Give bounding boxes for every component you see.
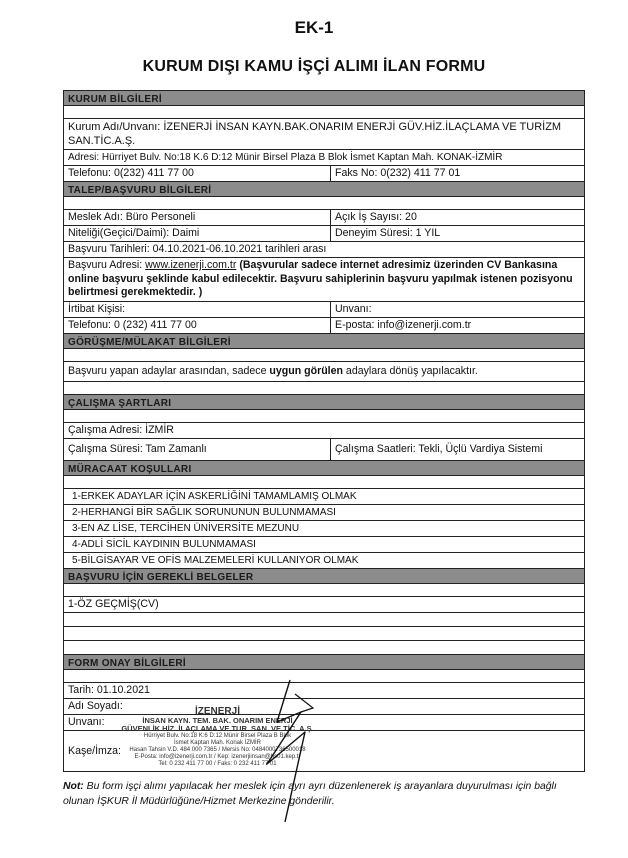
- application-address-label: Başvuru Adresi:: [68, 259, 146, 271]
- document-item: 1-ÖZ GEÇMİŞ(CV): [64, 597, 584, 613]
- section-heading-onay: FORM ONAY BİLGİLERİ: [64, 655, 584, 669]
- interview-info: Başvuru yapan adaylar arasından, sadece uygun görülen adaylara dönüş yapılacaktır.: [68, 364, 478, 377]
- work-address: Çalışma Adresi: İZMİR: [68, 423, 174, 436]
- institution-address: Adresi: Hürriyet Bulv. No:18 K.6 D:12 Münir Birsel Plaza B Blok İsmet Kaptan Mah. KONAK-İZMİR: [68, 152, 503, 163]
- employment-nature: Niteliği(Geçici/Daimi): Daimi: [68, 227, 200, 239]
- contact-title: Unvanı:: [330, 302, 584, 317]
- approval-stamp-signature: Kaşe/İmza:: [68, 744, 121, 757]
- application-dates: Başvuru Tarihleri: 04.10.2021-06.10.2021 tarihleri arası: [68, 243, 327, 255]
- profession-name: Meslek Adı: Büro Personeli: [68, 211, 196, 223]
- section-heading-kurum: KURUM BİLGİLERİ: [64, 91, 584, 105]
- condition-item: 5-BİLGİSAYAR VE OFİS MALZEMELERİ KULLANIYOR OLMAK: [64, 553, 584, 569]
- section-heading-calisma: ÇALIŞMA ŞARTLARI: [64, 395, 584, 409]
- experience-duration: Deneyim Süresi: 1 YIL: [330, 226, 584, 241]
- condition-item: 1-ERKEK ADAYLAR İÇİN ASKERLİĞİNİ TAMAMLAMIŞ OLMAK: [64, 489, 584, 505]
- contact-email: E-posta: info@izenerji.com.tr: [330, 318, 584, 333]
- open-positions: Açık İş Sayısı: 20: [330, 210, 584, 225]
- application-website-link[interactable]: www.izenerji.com.tr: [145, 259, 237, 271]
- approval-name: Adı Soyadı:: [68, 699, 123, 712]
- section-heading-muracaat: MÜRACAAT KOŞULLARI: [64, 461, 584, 475]
- application-address: [64, 258, 584, 301]
- work-hours: Çalışma Saatleri: Tekli, Üçlü Vardiya Sistemi: [330, 439, 584, 460]
- company-stamp: İZENERJİ İNSAN KAYN. TEM. BAK. ONARIM ENERJİ GÜVENLİK HİZ. İLAÇLAMA VE TUR. SAN. VE TİC. A.Ş. Hürriyet Bulv. No:18 K:6 D:12 Münir Birsel Plaza B Blok İsmet Kaptan Mah. Konak İZMİR Hasan Tahsin V.D. 484 000 7365 / Mersis No: 0484000736500018 E-Posta: info@izenerji.com.tr / Kep: izenerjiinsan@hs01.kep.tr Tel: 0 232 411 77 00 / Faks: 0 232 411 77 01: [121, 706, 314, 767]
- condition-item: 2-HERHANGİ BİR SAĞLIK SORUNUNUN BULUNMAMASI: [64, 505, 584, 521]
- condition-item: 3-EN AZ LİSE, TERCİHEN ÜNİVERSİTE MEZUNU: [64, 521, 584, 537]
- institution-fax: Faks No: 0(232) 411 77 01: [330, 166, 584, 181]
- approval-title: Unvanı:: [68, 715, 105, 728]
- section-heading-belgeler: BAŞVURU İÇİN GEREKLİ BELGELER: [64, 569, 584, 583]
- annex-label: EK-1: [294, 18, 334, 37]
- contact-person: İrtibat Kişisi:: [68, 302, 126, 315]
- contact-phone: Telefonu: 0 (232) 411 77 00: [68, 318, 197, 331]
- footnote: Not: Bu form işçi alımı yapılacak her meslek için ayrı ayrı düzenlenerek iş arayanlara duyurulması için bağlı olunan İŞKUR İl Müdürlüğüne/Hizmet Merkezine gönderilir.: [63, 781, 557, 807]
- announcement-form: [63, 90, 585, 772]
- approval-date: Tarih: 01.10.2021: [68, 683, 150, 696]
- section-heading-gorusme: GÖRÜŞME/MÜLAKAT BİLGİLERİ: [64, 334, 584, 348]
- institution-name: Kurum Adı/Unvanı: İZENERJİ İNSAN KAYN.BAK.ONARIM ENERJİ GÜV.HİZ.İLAÇLAMA VE TURİZM SAN.TİC.A.Ş.: [68, 121, 562, 147]
- form-title: KURUM DIŞI KAMU İŞÇİ ALIMI İLAN FORMU: [142, 58, 486, 75]
- application-address-note: (Başvurular sadece internet adresimiz üzerinden CV Bankasına online başvuru şeklinde kabul edilecektir. Başvuru sahiplerinin başvuru yapılmak istenen pozisyonu belirtmesi gerekmektedir. ): [68, 259, 573, 298]
- institution-phone: Telefonu: 0(232) 411 77 00: [68, 167, 194, 179]
- section-heading-talep: TALEP/BAŞVURU BİLGİLERİ: [64, 182, 584, 196]
- condition-item: 4-ADLİ SİCİL KAYDININ BULUNMAMASI: [64, 537, 584, 553]
- work-duration: Çalışma Süresi: Tam Zamanlı: [68, 442, 207, 455]
